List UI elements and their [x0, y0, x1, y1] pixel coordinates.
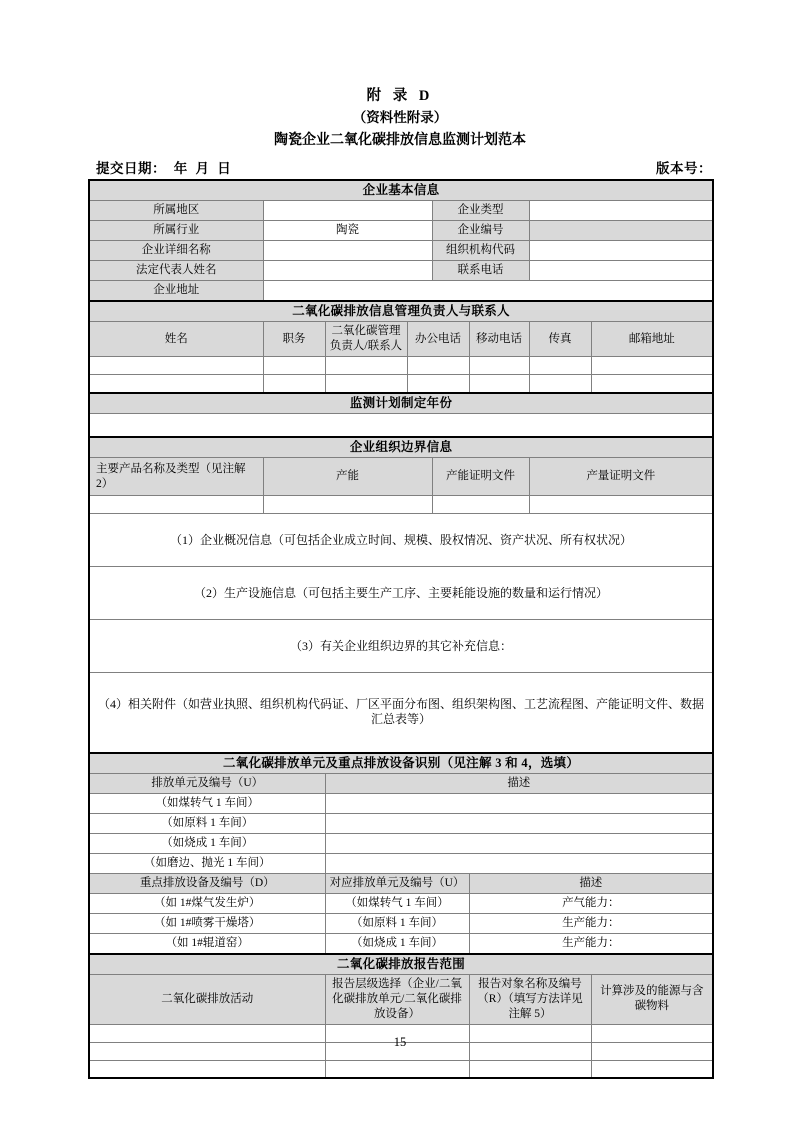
section-header-row	[89, 437, 713, 458]
table-row	[89, 221, 713, 241]
form-table	[88, 179, 714, 1079]
col-equipment-description: 描述	[469, 873, 713, 893]
table-row	[89, 793, 713, 813]
section-report-scope: 二氧化碳排放报告范围	[89, 954, 713, 975]
cell-unit-description[interactable]	[325, 793, 713, 813]
cell-corresponding-unit[interactable]: （如煤转气 1 车间）	[325, 893, 469, 913]
cell-emission-unit[interactable]: （如烧成 1 车间）	[89, 833, 325, 853]
value-contact-phone[interactable]	[529, 261, 713, 281]
col-fax: 传真	[529, 322, 591, 357]
cell-emission-unit[interactable]: （如磨边、抛光 1 车间）	[89, 853, 325, 873]
col-email: 邮箱地址	[591, 322, 713, 357]
table-row	[89, 913, 713, 933]
monitoring-plan-form	[88, 179, 712, 1079]
value-industry[interactable]: 陶瓷	[263, 221, 432, 241]
cell-email[interactable]	[591, 357, 713, 375]
col-mobile-phone: 移动电话	[469, 322, 529, 357]
section-basic-info: 企业基本信息	[89, 180, 713, 201]
col-output-proof: 产量证明文件	[529, 458, 713, 496]
cell-unit-description[interactable]	[325, 853, 713, 873]
table-row	[89, 261, 713, 281]
table-row	[89, 893, 713, 913]
cell-unit-description[interactable]	[325, 833, 713, 853]
cell-position[interactable]	[263, 375, 325, 393]
label-region: 所属地区	[89, 201, 263, 221]
table-row	[89, 813, 713, 833]
cell-fax[interactable]	[529, 375, 591, 393]
cell-mobile-phone[interactable]	[469, 357, 529, 375]
page-title: 陶瓷企业二氧化碳排放信息监测计划范本	[274, 133, 526, 148]
appendix-label	[0, 86, 800, 107]
section-header-row	[89, 301, 713, 322]
submit-date-label: 提交日期： 年 月 日	[96, 161, 232, 176]
table-row	[89, 201, 713, 221]
cell-office-phone[interactable]	[407, 357, 469, 375]
col-position: 职务	[263, 322, 325, 357]
cell-energy-carbon-material[interactable]	[591, 1060, 713, 1078]
table-row	[89, 496, 713, 514]
value-enterprise-address[interactable]	[263, 281, 713, 302]
section-plan-year: 监测计划制定年份	[89, 393, 713, 414]
section-header-row	[89, 180, 713, 201]
col-key-equipment: 重点排放设备及编号（D）	[89, 873, 325, 893]
submit-row	[0, 157, 800, 177]
contacts-header-row	[89, 322, 713, 357]
cell-emission-unit[interactable]: （如煤转气 1 车间）	[89, 793, 325, 813]
document-header	[0, 0, 800, 177]
col-emission-activity: 二氧化碳排放活动	[89, 974, 325, 1024]
cell-office-phone[interactable]	[407, 375, 469, 393]
cell-key-equipment[interactable]: （如 1#喷雾干燥塔）	[89, 913, 325, 933]
col-office-phone: 办公电话	[407, 322, 469, 357]
table-row	[89, 567, 713, 620]
paragraph-supplementary-info: （3）有关企业组织边界的其它补充信息：	[89, 620, 713, 673]
cell-capacity[interactable]	[263, 496, 432, 514]
col-capacity-proof: 产能证明文件	[432, 458, 529, 496]
version-label: 版本号：	[656, 161, 712, 176]
section-org-boundary: 企业组织边界信息	[89, 437, 713, 458]
emission-unit-header-row	[89, 773, 713, 793]
col-name: 姓名	[89, 322, 263, 357]
equipment-header-row	[89, 873, 713, 893]
value-region[interactable]	[263, 201, 432, 221]
value-enterprise-number[interactable]	[529, 221, 713, 241]
cell-position[interactable]	[263, 357, 325, 375]
label-org-code: 组织机构代码	[432, 241, 529, 261]
table-row	[89, 357, 713, 375]
col-report-object: 报告对象名称及编号（R）（填写方法详见注解 5）	[469, 974, 591, 1024]
appendix-label-text: 附 录 D	[366, 88, 434, 104]
report-scope-header-row	[89, 974, 713, 1024]
cell-name[interactable]	[89, 375, 263, 393]
label-enterprise-full-name: 企业详细名称	[89, 241, 263, 261]
col-main-product: 主要产品名称及类型（见注解 2）	[89, 458, 263, 496]
label-enterprise-type: 企业类型	[432, 201, 529, 221]
section-header-row	[89, 393, 713, 414]
section-emission-units: 二氧化碳排放单元及重点排放设备识别（见注解 3 和 4，选填）	[89, 753, 713, 774]
cell-report-level[interactable]	[325, 1060, 469, 1078]
cell-emission-unit[interactable]: （如原料 1 车间）	[89, 813, 325, 833]
cell-report-object[interactable]	[469, 1060, 591, 1078]
col-co2-manager: 二氧化碳管理负责人/联系人	[325, 322, 407, 357]
cell-corresponding-unit[interactable]: （如原料 1 车间）	[325, 913, 469, 933]
cell-equipment-description[interactable]: 生产能力：	[469, 933, 713, 954]
label-industry: 所属行业	[89, 221, 263, 241]
paragraph-production-facilities: （2）生产设施信息（可包括主要生产工序、主要耗能设施的数量和运行情况）	[89, 567, 713, 620]
cell-emission-activity[interactable]	[89, 1060, 325, 1078]
table-row	[89, 673, 713, 753]
cell-co2-manager[interactable]	[325, 357, 407, 375]
table-row	[89, 241, 713, 261]
value-plan-year[interactable]	[89, 413, 713, 437]
appendix-kind: （资料性附录）	[352, 110, 448, 125]
table-row	[89, 933, 713, 954]
cell-corresponding-unit[interactable]: （如烧成 1 车间）	[325, 933, 469, 954]
cell-fax[interactable]	[529, 357, 591, 375]
table-row	[89, 620, 713, 673]
paragraph-attachments: （4）相关附件（如营业执照、组织机构代码证、厂区平面分布图、组织架构图、工艺流程图、产能证明文件、数据汇总表等）	[89, 673, 713, 753]
cell-equipment-description[interactable]: 产气能力：	[469, 893, 713, 913]
cell-capacity-proof[interactable]	[432, 496, 529, 514]
value-legal-representative[interactable]	[263, 261, 432, 281]
value-enterprise-type[interactable]	[529, 201, 713, 221]
cell-co2-manager[interactable]	[325, 375, 407, 393]
org-boundary-header-row	[89, 458, 713, 496]
cell-key-equipment[interactable]: （如 1#煤气发生炉）	[89, 893, 325, 913]
value-org-code[interactable]	[529, 241, 713, 261]
value-enterprise-full-name[interactable]	[263, 241, 432, 261]
col-corresponding-unit: 对应排放单元及编号（U）	[325, 873, 469, 893]
table-row	[89, 375, 713, 393]
col-energy-carbon-material: 计算涉及的能源与含碳物料	[591, 974, 713, 1024]
col-emission-unit: 排放单元及编号（U）	[89, 773, 325, 793]
table-row	[89, 281, 713, 302]
label-contact-phone: 联系电话	[432, 261, 529, 281]
cell-mobile-phone[interactable]	[469, 375, 529, 393]
table-row	[89, 1060, 713, 1078]
cell-output-proof[interactable]	[529, 496, 713, 514]
section-header-row	[89, 753, 713, 774]
paragraph-enterprise-profile: （1）企业概况信息（可包括企业成立时间、规模、股权情况、资产状况、所有权状况）	[89, 514, 713, 567]
table-row	[89, 413, 713, 437]
col-unit-description: 描述	[325, 773, 713, 793]
cell-name[interactable]	[89, 357, 263, 375]
table-row	[89, 833, 713, 853]
col-capacity: 产能	[263, 458, 432, 496]
table-row	[89, 853, 713, 873]
col-report-level: 报告层级选择（企业/二氧化碳排放单元/二氧化碳排放设备）	[325, 974, 469, 1024]
label-enterprise-number: 企业编号	[432, 221, 529, 241]
cell-main-product[interactable]	[89, 496, 263, 514]
cell-email[interactable]	[591, 375, 713, 393]
section-contacts: 二氧化碳排放信息管理负责人与联系人	[89, 301, 713, 322]
page-number: 15	[393, 1035, 407, 1049]
cell-key-equipment[interactable]: （如 1#辊道窑）	[89, 933, 325, 954]
cell-equipment-description[interactable]: 生产能力：	[469, 913, 713, 933]
label-legal-representative: 法定代表人姓名	[89, 261, 263, 281]
table-row	[89, 514, 713, 567]
cell-unit-description[interactable]	[325, 813, 713, 833]
label-enterprise-address: 企业地址	[89, 281, 263, 302]
section-header-row	[89, 954, 713, 975]
